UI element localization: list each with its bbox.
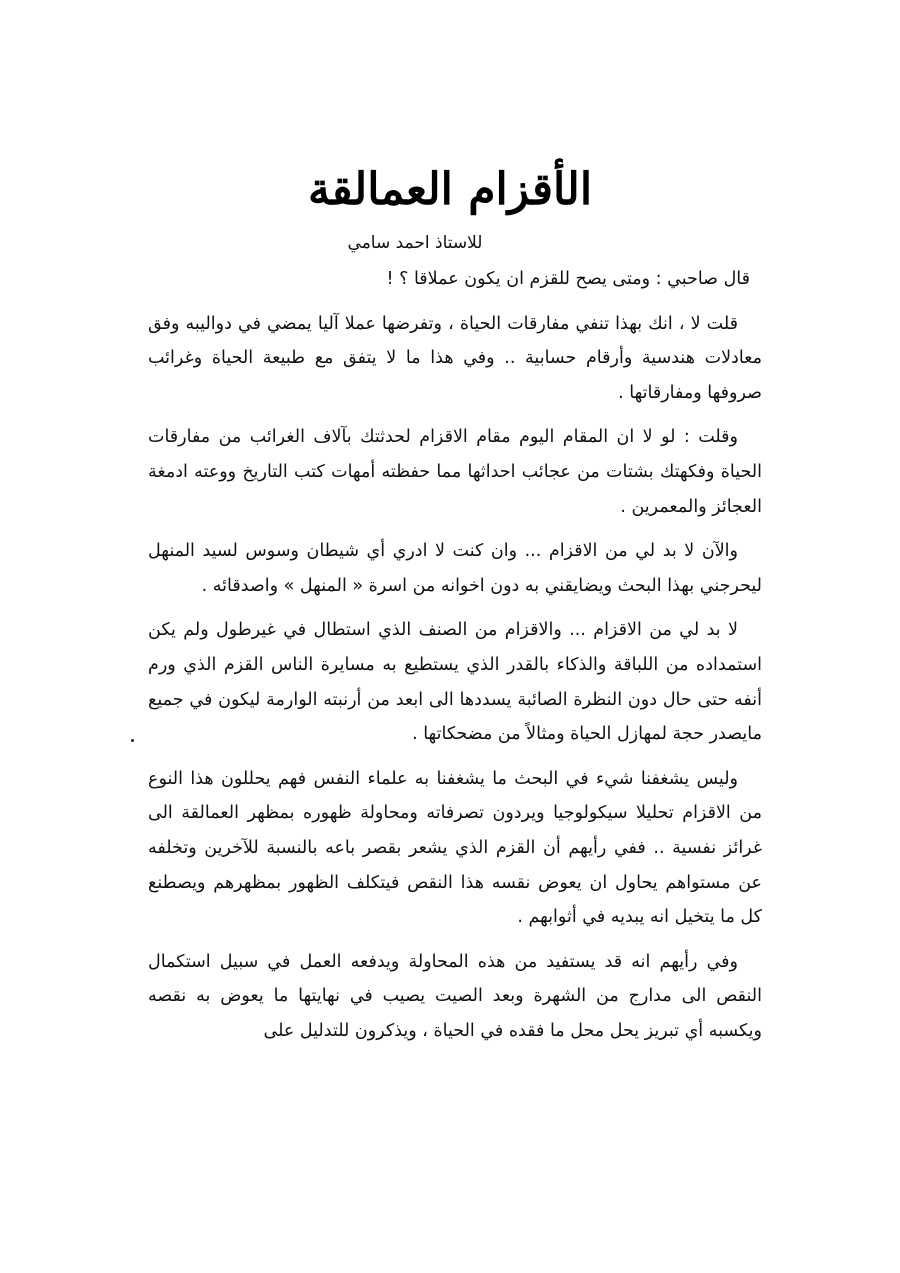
paragraph-7: وفي رأيهم انه قد يستفيد من هذه المحاولة ويدفعه العمل في سبيل استكمال النقص الى مدارج من الشهرة وبعد الصيت يصيب في نهايتها ما يعوض به نقصه ويكسبه أي تبريز يحل محل ما فقده في الحياة ، ويذكرون للتدليل على [148, 951, 762, 1041]
scan-speck [131, 739, 134, 742]
author-line: للاستاذ احمد سامي [347, 233, 483, 253]
paragraph-5: لا بد لي من الاقزام ... والاقزام من الصنف الذي استطال في غيرطول ولم يكن استمداده من اللباقة والذكاء بالقدر الذي يستطيع به مسايرة الناس القزم الذي ورم أنفه حتى حال دون النظرة الصائبة يسددها الى ابعد من أرنبته الوارمة ليكون في جميع مايصدر حجة لمهازل الحياة ومثالاً من مضحكاتها . [148, 620, 762, 745]
article-body [148, 262, 762, 1058]
paragraph-1: قال صاحبي : ومتى يصح للقزم ان يكون عملاقا ؟ ! [386, 269, 750, 289]
paragraph-4: والآن لا بد لي من الاقزام ... وان كنت لا ادري أي شيطان وسوس لسيد المنهل ليحرجني بهذا البحث ويضايقني به دون اخوانه من اسرة « المنهل » واصدقائه . [148, 541, 762, 596]
paragraph-2: قلت لا ، انك بهذا تنفي مفارقات الحياة ، وتفرضها عملا آليا يمضي في دواليبه وفق معادلات هندسية وأرقام حسابية .. وفي هذا ما لا يتفق مع طبيعة الحياة وغرائب صروفها ومفارقاتها . [148, 313, 762, 403]
paragraph-6: وليس يشغفنا شيء في البحث ما يشغفنا به علماء النفس فهم يحللون هذا النوع من الاقزام تحليلا سيكولوجيا ويردون تصرفاته ومحاولة ظهوره بمظهر العمالقة الى غرائز نفسية .. ففي رأيهم أن القزم الذي يشعر بقصر باعه بالنسبة للآخرين وتخلفه عن مستواهم يحاول ان يعوض نقسه هذا النقص فيتكلف الظهور بمظهرهم ويصطنع كل ما يتخيل انه يبديه في أثوابهم . [148, 768, 762, 928]
article-title: الأقزام العمالقة [307, 164, 593, 215]
paragraph-3: وقلت : لو لا ان المقام اليوم مقام الاقزام لحدثتك بآلاف الغرائب من مفارقات الحياة وفكهتك بشتات من عجائب احداثها مما حفظته أمهات كتب التاريخ ووعته ادمغة العجائز والمعمرين . [148, 427, 762, 517]
